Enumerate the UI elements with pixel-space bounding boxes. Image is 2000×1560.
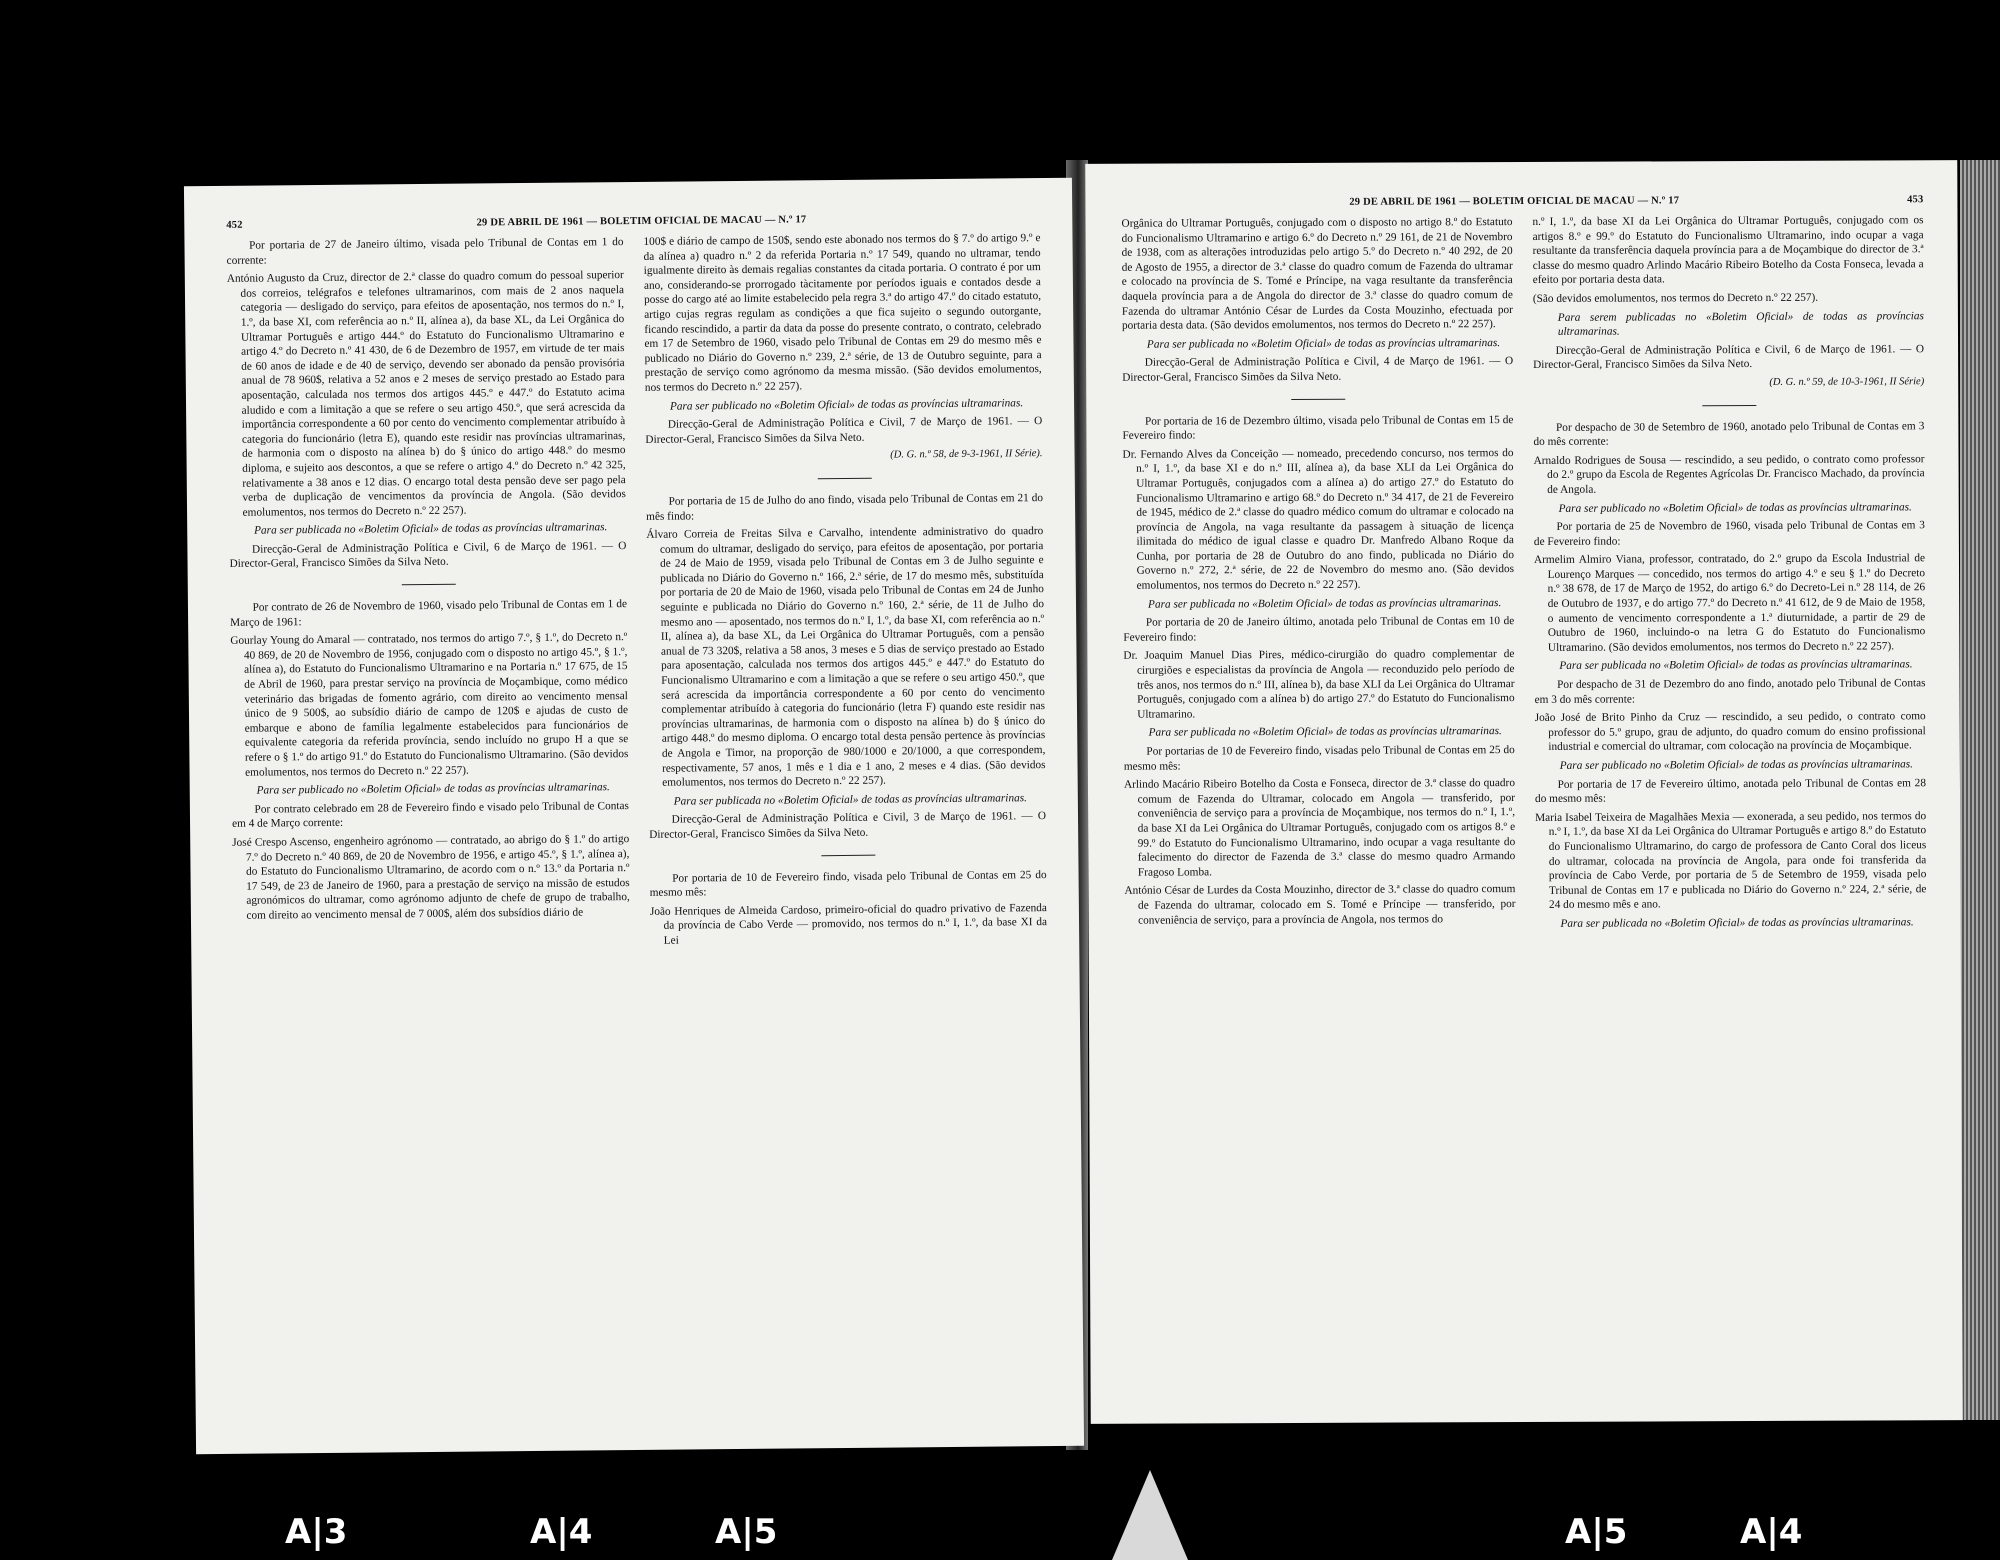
right-running-head	[1121, 194, 1923, 208]
paragraph: Álvaro Correia de Freitas Silva e Carvalho, intendente administrativo do quadro comum do ultramar, desligado do serviço, para efeitos de aposentação, por portaria de 24 de Maio de 1959, visada pelo Tribunal de Contas em 3 de Julho seguinte e publicada no Diário do Governo n.º 166, 2.ª série, de 17 do mesmo mês, substituída por portaria de 20 de Maio de 1960, visada pelo Tribunal de Contas em 24 de Junho seguinte e publicada no Diário do Governo n.º 160, 2.ª série, de 11 de Julho do mesmo ano — aposentado, nos termos do n.º I, 1.º, da base XI, com referência ao n.º II, alínea a), da base XL, da Lei Orgânica do Ultramar Português, com a pensão anual de 73 320$, relativa a 58 anos, 3 meses e 5 dias de serviço prestado ao Estado para aposentação, calculada nos termos dos artigos 445.º e 447.º do Estatuto do Funcionalismo Ultramarino e com a limitação a que se refere o seu artigo 450.º, que será acrescida da importância correspondente a 60 por cento do vencimento complementar atribuído à categoria do funcionário (letra F) quando este residir nas províncias ultramarinas, de harmonia com o disposto na alínea b) do § único do artigo 448.º do mesmo diploma. O encargo total desta pensão pertence às províncias de Angola e Timor, na proporção de 980/1000 e 20/1000, a que correspondem, respectivamente, 57 anos, 1 mês e 1 dia e 1 ano, 2 meses e 4 dias. (São devidos emolumentos, nos termos do Decreto n.º 22 257).	[646, 525, 1046, 789]
film-marker-4: A|5	[1565, 1512, 1628, 1552]
left-column-1	[226, 235, 630, 956]
publication-note: Para ser publicado no «Boletim Oficial» de todas as províncias ultramarinas.	[669, 396, 1024, 413]
binder-notch	[1112, 1470, 1188, 1560]
gazette-reference: (D. G. n.º 58, de 9-3-1961, II Série).	[890, 448, 1043, 461]
right-header-title: 29 DE ABRIL DE 1961 — BOLETIM OFICIAL DE MACAU — N.º 17	[1349, 195, 1680, 208]
publication-note: Para ser publicado no «Boletim Oficial» de todas as províncias ultramarinas.	[1558, 500, 1912, 515]
right-page-number: 453	[1907, 194, 1924, 206]
paragraph: Arnaldo Rodrigues de Sousa — rescindido, a seu pedido, o contrato como professor do 2.º grupo da Escola de Regentes Agrícolas Dr. Francisco Machado, da província de Angola.	[1533, 452, 1925, 496]
paragraph: Arlindo Macário Ribeiro Botelho da Costa e Fonseca, director de 3.ª classe do quadro comum de Fazenda do Ultramar, colocado em Angola — transferido, por conveniência de serviço para a província de Moçambique, nos termos do n.º I, 1.º, da base XI da Lei Orgânica do Ultramar Português, conjugado com os artigos 8.º e 99.º do Estatuto do Funcionalismo Ultramarino, indo ocupar a vaga resultante do falecimento do director de Fazenda de 3.ª classe do mesmo quadro Armando Fragoso Lomba.	[1123, 777, 1516, 879]
act-intro: Por portaria de 20 de Janeiro último, anotada pelo Tribunal de Contas em 10 de Fevereiro findo:	[1123, 615, 1515, 644]
film-marker-2: A|4	[530, 1512, 593, 1552]
paragraph: Armelim Almiro Viana, professor, contratado, do 2.º grupo da Escola Industrial de Lourenço Marques — concedido, nos termos do artigo 4.º e seu § 1.º do Decreto n.º 38 678, de 17 de Março de 1952, do artigo 6.º do Decreto-Lei n.º 28 114, de 26 de Outubro de 1937, e do artigo 77.º do Decreto n.º 41 612, de 9 de Maio de 1958, o aumento de vencimento correspondente a 1.ª diuturnidade, a partir de 29 de Outubro de 1960, incluindo-o na letra G do Estatuto do Funcionalismo Ultramarino. (São devidos emolumentos, nos termos do Decreto n.º 22 257).	[1533, 552, 1926, 654]
publication-note: Para ser publicada no «Boletim Oficial» de todas as províncias ultramarinas.	[1146, 336, 1501, 351]
left-page	[184, 178, 1084, 1454]
paragraph: n.º I, 1.º, da base XI da Lei Orgânica do Ultramar Português, conjugado com os artigos 8.º e 99.º do Estatuto do Funcionalismo Ultramarino, indo ocupar a vaga resultante da transferência daquela província para a de Moçambique do director de 3.ª classe do mesmo quadro Arlindo Macário Ribeiro Botelho da Costa Fonseca, levada a efeito por portaria desta data.	[1532, 214, 1924, 287]
paragraph: Orgânica do Ultramar Português, conjugado com o disposto no artigo 8.º do Estatuto do Funcionalismo Ultramarino e artigo 6.º do Decreto n.º 29 161, de 21 de Novembro de 1938, com as alterações introduzidas pelo artigo 5.º do Decreto n.º 40 292, de 20 de Agosto de 1955, a director de 3.ª classe do quadro comum de Fazenda do ultramar e colocado na província de S. Tomé e Príncipe, na vaga resultante da transferência daquela província para a de Angola do director de 3.ª classe do quadro comum de Fazenda do ultramar António César de Lurdes da Costa Mouzinho, efectuada por portaria desta data. (São devidos emolumentos, nos termos do Decreto n.º 22 257).	[1121, 216, 1513, 332]
paragraph: (São devidos emolumentos, nos termos do Decreto n.º 22 257).	[1532, 291, 1819, 305]
paragraph: Maria Isabel Teixeira de Magalhães Mexia — exonerada, a seu pedido, nos termos do n.º I, 1.º, da base XI da Lei Orgânica do Ultramar Português e artigo 8.º do Estatuto do Funcionalismo Ultramarino, do cargo de professora de Canto Coral dos liceus do ultramar, colocada na província de Angola, para onde foi transferida da província de Cabo Verde, por portaria de 5 de Setembro de 1959, visada pelo Tribunal de Contas em 17 e publicada no Diário do Governo n.º 224, 2.ª série, de 24 do mesmo mês e ano.	[1535, 810, 1927, 912]
left-header-title: 29 DE ABRIL DE 1961 — BOLETIM OFICIAL DE MACAU — N.º 17	[476, 214, 807, 229]
act-intro: Por contrato de 26 de Novembro de 1960, visado pelo Tribunal de Contas em 1 de Março de 1961:	[230, 598, 628, 629]
film-marker-5: A|4	[1740, 1512, 1803, 1552]
section-divider	[401, 584, 455, 586]
publication-note: Para serem publicadas no «Boletim Oficial» de todas as províncias ultramarinas.	[1557, 309, 1924, 339]
act-intro: Por portaria de 15 de Julho do ano findo, visada pelo Tribunal de Contas em 21 do mês findo:	[646, 491, 1044, 523]
paragraph: António Augusto da Cruz, director de 2.ª classe do quadro comum do pessoal superior dos correios, telégrafos e telefones ultramarinos, com mais de 2 anos naquela categoria — desligado do serviço, para efeitos de aposentação, nos termos do n.º I, 1.º, da base XI, com referência ao n.º II, alínea a), da base XL, da Lei Orgânica do Ultramar Português e artigo 444.º do Estatuto do Funcionalismo Ultramarino e artigo 4.º do Decreto n.º 41 430, de 6 de Dezembro de 1957, em virtude de ter mais de 60 anos de idade e de 40 de serviço, devendo ser abonado da pensão provisória anual de 78 960$, relativa a 52 anos e 2 meses de serviço prestado ao Estado para aposentação, calculada nos termos dos artigos 445.º e 447.º do Estatuto acima aludido e com a limitação a que se refere o seu artigo 450.º, que será acrescida da importância correspondente a 60 por cento do vencimento complementar atribuído à categoria do funcionário (letra E), quando este residir nas províncias ultramarinas, de harmonia com o disposto na alínea b) do § único do artigo 448.º do mesmo diploma, e sujeito aos descontos, a que se refere o artigo 4.º do Decreto n.º 42 325, relativamente a 38 anos e 12 dias. O encargo total desta pensão deve ser pago pela verba de duplicação de vencimentos da província de Angola. (São devidos emolumentos, nos termos do Decreto n.º 22 257).	[226, 269, 626, 519]
paragraph: Dr. Joaquim Manuel Dias Pires, médico-cirurgião do quadro complementar de cirurgiões e especialistas da província de Angola — reconduzido pelo período de três anos, nos termos do n.º III, alínea b), da base XLI da Lei Orgânica do Ultramar Português, conjugado com a alínea b) do artigo 27.º do Estatuto do Funcionalismo Ultramarino.	[1123, 648, 1515, 721]
act-intro: Por portaria de 25 de Novembro de 1960, visada pelo Tribunal de Contas em 3 de Fevereiro findo:	[1533, 519, 1925, 548]
publication-note: Para ser publicada no «Boletim Oficial» de todas as províncias ultramarinas.	[1148, 725, 1502, 740]
paragraph: Dr. Fernando Alves da Conceição — nomeado, precedendo concurso, nos termos do n.º I, 1.º, da base XI e do n.º III, alínea a), da base XLI da Lei Orgânica do Ultramar Português, conjugados com a alínea a) do artigo 27.º do Estatuto do Funcionalismo Ultramarino e artigo 68.º do Decreto n.º 34 417, de 21 de Fevereiro de 1945, médico de 2.ª classe do quadro médico comum do ultramar e colocado na província de Angola, na vaga resultante da passagem à situação de licença ilimitada do médico de igual classe e quadro Dr. Manfredo Albano Roque da Cunha, por portaria de 28 de Outubro do ano findo, publicada no Diário do Governo n.º 272, 2.ª série, de 22 de Novembro do mesmo ano. (São devidos emolumentos, nos termos do Decreto n.º 22 257).	[1122, 446, 1515, 592]
publication-note: Para ser publicada no «Boletim Oficial» de todas as províncias ultramarinas.	[254, 521, 608, 537]
left-column-2	[643, 231, 1047, 952]
right-column-1	[1121, 215, 1515, 937]
act-intro: Por portarias de 10 de Fevereiro findo, visadas pelo Tribunal de Contas em 25 do mesmo mês:	[1123, 744, 1515, 773]
act-intro: Por despacho de 30 de Setembro de 1960, anotado pelo Tribunal de Contas em 3 do mês corrente:	[1533, 419, 1925, 449]
paragraph: João José de Brito Pinho da Cruz — rescindido, a seu pedido, o contrato como professor do 5.º grupo, grau de adjunto, do quadro comum do ensino profissional industrial e comercial do ultramar, com colocação na província de Moçambique.	[1534, 710, 1926, 754]
publication-note: Para ser publicada no «Boletim Oficial» de todas as províncias ultramarinas.	[1559, 658, 1913, 673]
film-marker-3: A|5	[715, 1512, 778, 1552]
section-divider	[1291, 398, 1345, 399]
publication-note: Para ser publicado no «Boletim Oficial» de todas as províncias ultramarinas.	[1559, 758, 1914, 772]
act-intro: Por despacho de 31 de Dezembro do ano findo, anotado pelo Tribunal de Contas em 3 do mês corrente:	[1534, 677, 1926, 706]
page-edges	[1960, 160, 2000, 1420]
paragraph: Gourlay Young do Amaral — contratado, nos termos do artigo 7.º, § 1.º, do Decreto n.º 40 869, de 20 de Novembro de 1956, conjugado com o disposto no artigo 45.º, § 1.º, alínea a), do Estatuto do Funcionalismo Ultramarino e na Portaria n.º 17 675, de 15 de Abril de 1960, para prestar serviço na província de Moçambique, como médico veterinário das brigadas de fomento agrário, com direito ao vencimento mensal único de 9 500$, ao subsídio diário de campo de 120$ e ajudas de custo de embarque e abono de família legalmente estabelecidos para funcionários de equivalente categoria da referida província, sendo incluído no grupo H a que se refere o § 1.º do artigo 91.º do Estatuto do Funcionalismo Ultramarino. (São devidos emolumentos, nos termos do Decreto n.º 22 257).	[230, 631, 629, 779]
signature-line: Direcção-Geral de Administração Política e Civil, 7 de Março de 1961. — O Director-Geral, Francisco Simões da Silva Neto.	[645, 415, 1043, 446]
right-page	[1085, 160, 1962, 1424]
section-divider	[1702, 405, 1756, 406]
left-running-head	[226, 212, 1040, 231]
paragraph: 100$ e diário de campo de 150$, sendo este abonado nos termos do § 7.º do artigo 9.º e da alínea a) quadro n.º 2 da referida Portaria n.º 17 549, quando no ultramar, tendo igualmente direito às demais regalias constantes da citada portaria. O contrato é por um ano, considerando-se prorrogado tàcitamente por períodos iguais e contados desde a posse do cargo até ao limite estabelecido pela regra 3.ª do artigo 47.º do citado estatuto, artigo cujas regras regulam as condições a que fica sujeito o segundo outorgante, ficando rescindido, a partir da data da posse do presente contrato, o contrato, celebrado em 17 de Setembro de 1960, visado pelo Tribunal de Contas em 29 do mesmo mês e publicado no Diário do Governo n.º 239, 2.ª série, de 13 de Outubro seguinte, para a prestação de serviço como agrónomo da mesma missão. (São devidos emolumentos, nos termos do Decreto n.º 22 257).	[643, 232, 1042, 394]
act-intro: Por portaria de 27 de Janeiro último, visada pelo Tribunal de Contas em 1 do corrente:	[226, 236, 624, 267]
act-intro: Por portaria de 10 de Fevereiro findo, visada pelo Tribunal de Contas em 25 do mesmo mês:	[649, 868, 1047, 900]
paragraph: António César de Lurdes da Costa Mouzinho, director de 3.ª classe do quadro comum de Fazenda do ultramar, colocado em S. Tomé e Príncipe — transferido, por conveniência de serviço, para a província de Angola, nos termos do	[1124, 883, 1516, 927]
publication-note: Para ser publicada no «Boletim Oficial» de todas as províncias ultramarinas.	[673, 792, 1027, 808]
signature-line: Direcção-Geral de Administração Política e Civil, 3 de Março de 1961. — O Director-Geral, Francisco Simões da Silva Neto.	[649, 810, 1047, 841]
publication-note: Para ser publicada no «Boletim Oficial» de todas as províncias ultramarinas.	[1560, 916, 1914, 930]
publication-note: Para ser publicada no «Boletim Oficial» de todas as províncias ultramarinas.	[1148, 596, 1502, 611]
paragraph: João Henriques de Almeida Cardoso, primeiro-oficial do quadro privativo de Fazenda da província de Cabo Verde — promovido, nos termos do n.º I, 1.º, da base XI da Lei	[649, 901, 1048, 947]
publication-note: Para ser publicado no «Boletim Oficial» de todas as províncias ultramarinas.	[256, 781, 610, 797]
right-column-2	[1532, 213, 1926, 935]
signature-line: Direcção-Geral de Administração Política e Civil, 4 de Março de 1961. — O Director-Geral, Francisco Simões da Silva Neto.	[1122, 355, 1514, 384]
act-intro: Por contrato celebrado em 28 de Fevereiro findo e visado pelo Tribunal de Contas em 4 de Março corrente:	[232, 799, 629, 831]
section-divider	[821, 854, 875, 856]
film-marker-1: A|3	[285, 1512, 348, 1552]
act-intro: Por portaria de 16 de Dezembro último, visada pelo Tribunal de Contas em 15 de Fevereiro findo:	[1122, 413, 1514, 442]
signature-line: Direcção-Geral de Administração Política e Civil, 6 de Março de 1961. — O Director-Geral, Francisco Simões da Silva Neto.	[229, 539, 627, 571]
left-page-number: 452	[226, 219, 243, 231]
paragraph: José Crespo Ascenso, engenheiro agrónomo — contratado, ao abrigo do § 1.º do artigo 7.º do Decreto n.º 40 869, de 20 de Novembro de 1956, e artigo 45.º, § 1.º, alínea a), do Estatuto do Funcionalismo Ultramarino, de acordo com o n.º 13.º da Portaria n.º 17 549, de 23 de Janeiro de 1960, para a prestação de serviço na missão de estudos agronómicos do ultramar, como agrónomo adjunto de chefe de grupo de trabalho, com direito ao vencimento mensal de 7 000$, além dos subsídios diário de	[232, 833, 630, 922]
gazette-reference: (D. G. n.º 59, de 10-3-1961, II Série)	[1769, 376, 1925, 388]
act-intro: Por portaria de 17 de Fevereiro último, anotada pelo Tribunal de Contas em 28 do mesmo mês:	[1535, 776, 1926, 806]
signature-line: Direcção-Geral de Administração Política e Civil, 6 de Março de 1961. — O Director-Geral, Francisco Simões da Silva Neto.	[1533, 343, 1925, 372]
section-divider	[817, 478, 871, 480]
